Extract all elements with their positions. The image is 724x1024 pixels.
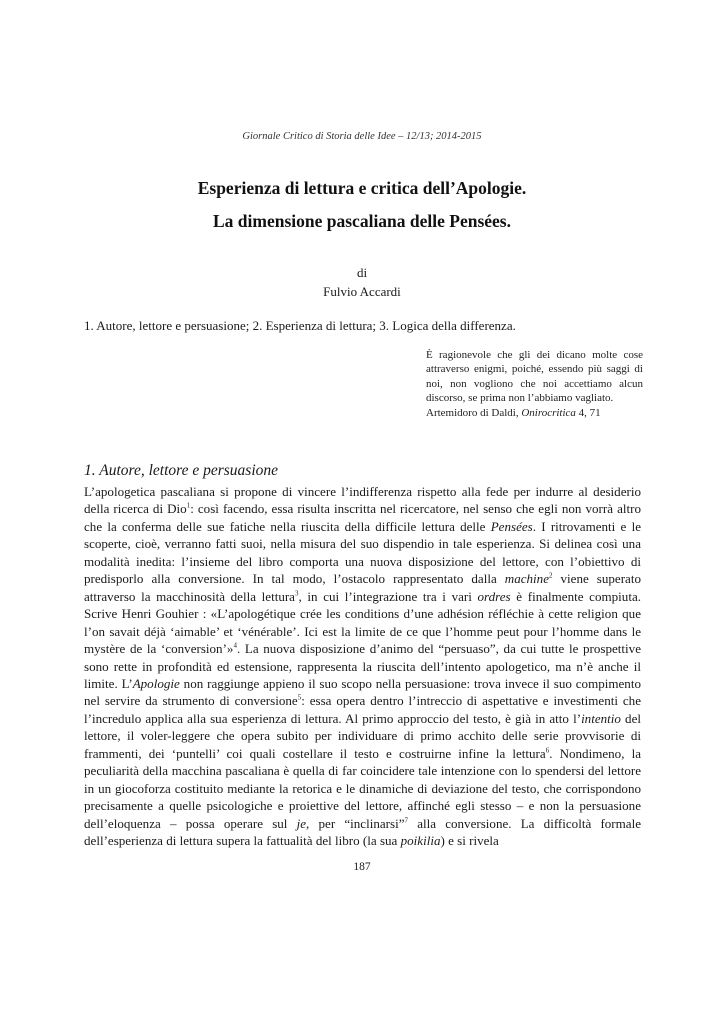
text-run: , per “inclinarsi” [306,815,405,831]
body-paragraph [84,483,641,850]
article-title-line-1: Esperienza di lettura e critica dell’Apologie. [197,178,527,198]
epigraph-source-work: Onirocritica [521,406,576,419]
text-run: L’apologetica pascaliana si propone di vincere l’indifferenza rispetto alla fede per indurre al desiderio della ricerca di Dio [84,484,641,517]
text-run: ) e si rivela [440,833,499,849]
epigraph-source-author: Artemidoro di Daldi, [426,406,522,419]
footnote-ref[interactable]: 3 [294,589,299,598]
footnote-ref[interactable]: 6 [545,746,550,755]
italic-term: machine [504,571,549,587]
text-run: , in cui l’integrazione tra i vari [298,588,478,604]
footnote-ref[interactable]: 7 [404,816,408,825]
text-run: . La nuova disposizione d’animo del “persuaso”, da cui tutte le prospettive sono rette in profondità ed estensione, rappresenta la riuscita dell’intento apologetico, ma n’è anche il limite. L’ [84,641,641,691]
footnote-ref[interactable]: 5 [297,694,302,703]
text-run: è finalmente compiuta. Scrive Henri Gouhier : «L’apologétique crée les conditions d’une adhésion réfléchie à cette religion que l’on savait déjà ‘aimable’ et ‘vénérable’. Ici est la limite de ce que l’homme peut pour l’homme dans le mystère de la ‘conversion’» [84,588,641,657]
table-of-contents: 1. Autore, lettore e persuasione; 2. Esperienza di lettura; 3. Logica della differenza. [84,318,516,333]
section-heading: 1. Autore, lettore e persuasione [84,462,279,479]
epigraph-source-location: 4, 71 [575,406,601,419]
epigraph-text: È ragionevole che gli dei dicano molte cose attraverso enigmi, poiché, essendo più saggi di noi, non vogliono che noi accettiamo alcun discorso, se prima non l’abbiamo vagliato. [426,349,643,405]
footnote-ref[interactable]: 1 [186,502,191,511]
text-run: . I ritrovamenti e le scoperte, cioè, verranno fatti suoi, nella misura del suo dispendio in tale esperienza. Si delinea così una modalità inedita: l’insieme del libro comporta una nuova disposizione del lettore, con l’obiettivo di predisporlo alla conversione. In tal modo, l’ostacolo rappresentato dalla [84,518,641,587]
italic-term: Pensées [490,518,533,534]
journal-header: Giornale Critico di Storia delle Idee – 12/13; 2014-2015 [242,131,482,142]
byline-di: di [356,265,368,280]
text-run: alla conversione. La difficoltà formale dell’esperienza di lettura supera la fattualità del libro (la sua [84,815,642,849]
page-number: 187 [353,861,371,873]
text-run: . Nondimeno, la peculiarità della macchina pascaliana è quella di far coincidere tale intenzione con lo spendersi del lettore in un giocoforza costituito mediante la retorica e le dinamiche di deviazione del testo, che corrispondono precisamente a quelle psicologiche e proiettive del lettore, affinché egli stesso – e non la persuasione dell’eloquenza – possa operare sul [84,745,642,831]
text-run: non raggiunge appieno il suo scopo nella persuasione: trova invece il suo compimento nel servire da strumento di conversione [84,675,641,709]
italic-term: ordres [477,588,511,604]
italic-term: poikilia [400,833,441,849]
italic-term: Apologie [132,675,180,691]
italic-term: je [296,815,307,831]
text-run: : essa opera dentro l’intreccio di aspettative e investimenti che l’incredulo applica alla sua esperienza di lettura. Al primo approccio del testo, è già in atto l’ [84,693,641,726]
epigraph [426,348,643,420]
epigraph-source [426,406,643,420]
text-run: viene superato attraverso la macchinosità della lettura [84,571,641,604]
italic-term: intentio [581,710,621,726]
footnote-ref[interactable]: 4 [233,641,237,650]
author-name: Fulvio Accardi [323,284,401,299]
footnote-ref[interactable]: 2 [548,571,553,580]
text-run: : così facendo, essa risulta inscritta nel ricercatore, nel senso che egli non vorrà altro che la conferma delle sue fatiche nella riuscita della difficile lettura delle [84,501,641,534]
text-run: del lettore, il voler-leggere che opera subito per individuare di primo acchito delle serie provvisorie di frammenti, dei ‘puntelli’ coi quali costellare il testo e costruirne infine la lettura [84,710,641,761]
article-title-line-2: La dimensione pascaliana delle Pensées. [213,211,511,231]
